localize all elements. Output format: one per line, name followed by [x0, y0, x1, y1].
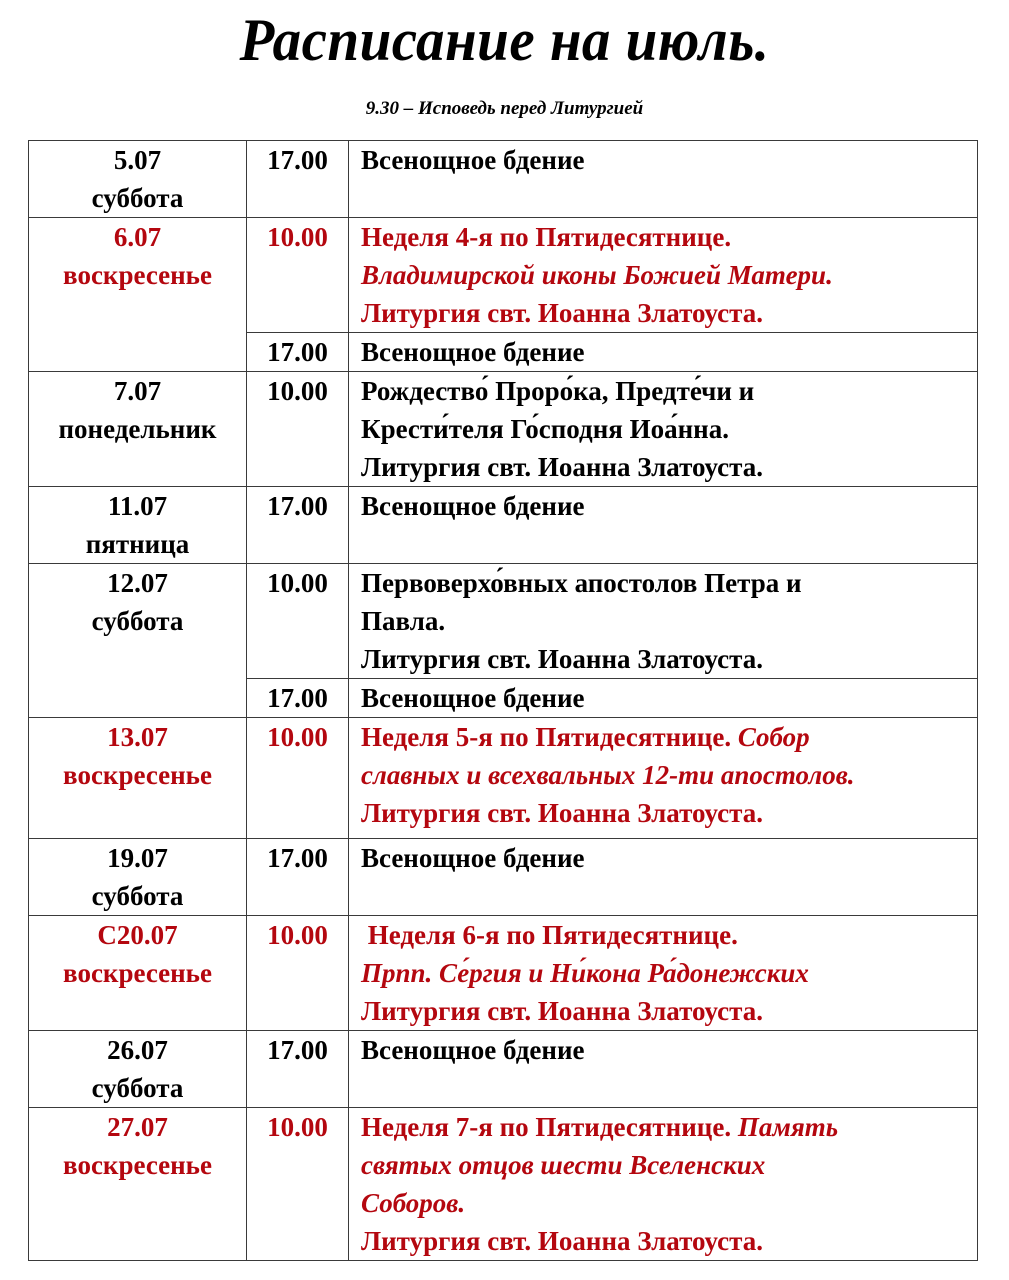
- event-cell: [349, 916, 978, 1031]
- event-line: Павла.: [361, 606, 446, 636]
- time-cell: 17.00: [247, 679, 349, 718]
- time-cell: 17.00: [247, 487, 349, 564]
- time-cell: 17.00: [247, 839, 349, 916]
- event-line: славных и всехвальных 12-ти апостолов.: [361, 760, 855, 790]
- weekday: воскресенье: [63, 958, 212, 988]
- weekday: суббота: [91, 881, 184, 911]
- schedule-row: [29, 916, 978, 1031]
- event-line: Рождество́ Проро́ка, Предте́чи и: [361, 376, 755, 406]
- event-text: Неделя 5-я по Пятидесятнице.: [361, 722, 732, 752]
- event-line: Неделя 4-я по Пятидесятнице.: [361, 222, 732, 252]
- event-cell: [349, 839, 978, 916]
- time-cell: 10.00: [247, 916, 349, 1031]
- time-cell: 10.00: [247, 718, 349, 839]
- event-line: Крести́теля Го́сподня Иоа́нна.: [361, 414, 729, 444]
- schedule-row: [29, 839, 978, 916]
- event-cell: [349, 1108, 978, 1261]
- time-cell: 10.00: [247, 218, 349, 333]
- date-cell: [29, 718, 247, 839]
- event-line: Литургия свт. Иоанна Златоуста.: [361, 1226, 763, 1256]
- time-cell: 17.00: [247, 141, 349, 218]
- date-cell: [29, 372, 247, 487]
- date-cell: [29, 1031, 247, 1108]
- schedule-row: [29, 141, 978, 218]
- event-cell: [349, 718, 978, 839]
- time-cell: 10.00: [247, 564, 349, 679]
- weekday: пятница: [85, 529, 190, 559]
- event-cell: [349, 564, 978, 679]
- event-line: Владимирской иконы Божией Матери.: [361, 260, 833, 290]
- event-cell: [349, 218, 978, 333]
- event-line: Всенощное бдение: [361, 491, 585, 521]
- confession-note: 9.30 – Исповедь перед Литургией: [365, 98, 644, 119]
- schedule-row: [29, 564, 978, 679]
- event-cell: [349, 679, 978, 718]
- page-title: Расписание на июль.: [239, 7, 770, 73]
- event-cell: [349, 141, 978, 218]
- event-line: Всенощное бдение: [361, 683, 585, 713]
- weekday: суббота: [91, 606, 184, 636]
- weekday: суббота: [91, 1073, 184, 1103]
- date-cell: [29, 218, 247, 372]
- event-line: Литургия свт. Иоанна Златоуста.: [361, 452, 763, 482]
- date: 7.07: [113, 376, 162, 406]
- event-cell: [349, 487, 978, 564]
- date-cell: [29, 141, 247, 218]
- event-text: Неделя 7-я по Пятидесятнице.: [361, 1112, 732, 1142]
- date: 12.07: [107, 568, 168, 598]
- event-line: Всенощное бдение: [361, 337, 585, 367]
- date: С20.07: [97, 920, 178, 950]
- schedule-table: [28, 140, 978, 1261]
- event-text-italic: Память: [737, 1112, 839, 1142]
- event-cell: [349, 1031, 978, 1108]
- weekday: воскресенье: [63, 1150, 212, 1180]
- event-line: Первоверхо́вных апостолов Петра и: [361, 568, 802, 598]
- event-line: Литургия свт. Иоанна Златоуста.: [361, 644, 763, 674]
- time-cell: 10.00: [247, 1108, 349, 1261]
- date: 27.07: [107, 1112, 168, 1142]
- event-line: [361, 1108, 977, 1146]
- weekday: понедельник: [58, 414, 217, 444]
- date-cell: [29, 487, 247, 564]
- date-cell: [29, 916, 247, 1031]
- weekday: воскресенье: [63, 760, 212, 790]
- event-line: Всенощное бдение: [361, 145, 585, 175]
- date-cell: [29, 564, 247, 718]
- event-cell: [349, 333, 978, 372]
- schedule-row: [29, 218, 978, 333]
- event-line: Всенощное бдение: [361, 1035, 585, 1065]
- schedule-row: [29, 718, 978, 839]
- date: 26.07: [107, 1035, 168, 1065]
- time-cell: 17.00: [247, 1031, 349, 1108]
- date: 19.07: [107, 843, 168, 873]
- event-line: Соборов.: [361, 1188, 466, 1218]
- event-cell: [349, 372, 978, 487]
- event-line: Литургия свт. Иоанна Златоуста.: [361, 298, 763, 328]
- date: 11.07: [107, 491, 168, 521]
- event-line: Неделя 6-я по Пятидесятнице.: [361, 920, 738, 950]
- date: 13.07: [107, 722, 168, 752]
- weekday: суббота: [91, 183, 184, 213]
- schedule-row: [29, 1108, 978, 1261]
- event-text-italic: Собор: [737, 722, 810, 752]
- date-cell: [29, 1108, 247, 1261]
- schedule-row: [29, 487, 978, 564]
- date: 5.07: [113, 145, 162, 175]
- event-line: Литургия свт. Иоанна Златоуста.: [361, 798, 763, 828]
- schedule-row: [29, 372, 978, 487]
- date-cell: [29, 839, 247, 916]
- event-line: Прпп. Се́ргия и Ни́кона Ра́донежских: [361, 958, 809, 988]
- event-line: Всенощное бдение: [361, 843, 585, 873]
- event-line: святых отцов шести Вселенских: [361, 1150, 766, 1180]
- date: 6.07: [113, 222, 162, 252]
- event-line: Литургия свт. Иоанна Златоуста.: [361, 996, 763, 1026]
- weekday: воскресенье: [63, 260, 212, 290]
- time-cell: 10.00: [247, 372, 349, 487]
- time-cell: 17.00: [247, 333, 349, 372]
- event-line: [361, 718, 977, 756]
- schedule-row: [29, 1031, 978, 1108]
